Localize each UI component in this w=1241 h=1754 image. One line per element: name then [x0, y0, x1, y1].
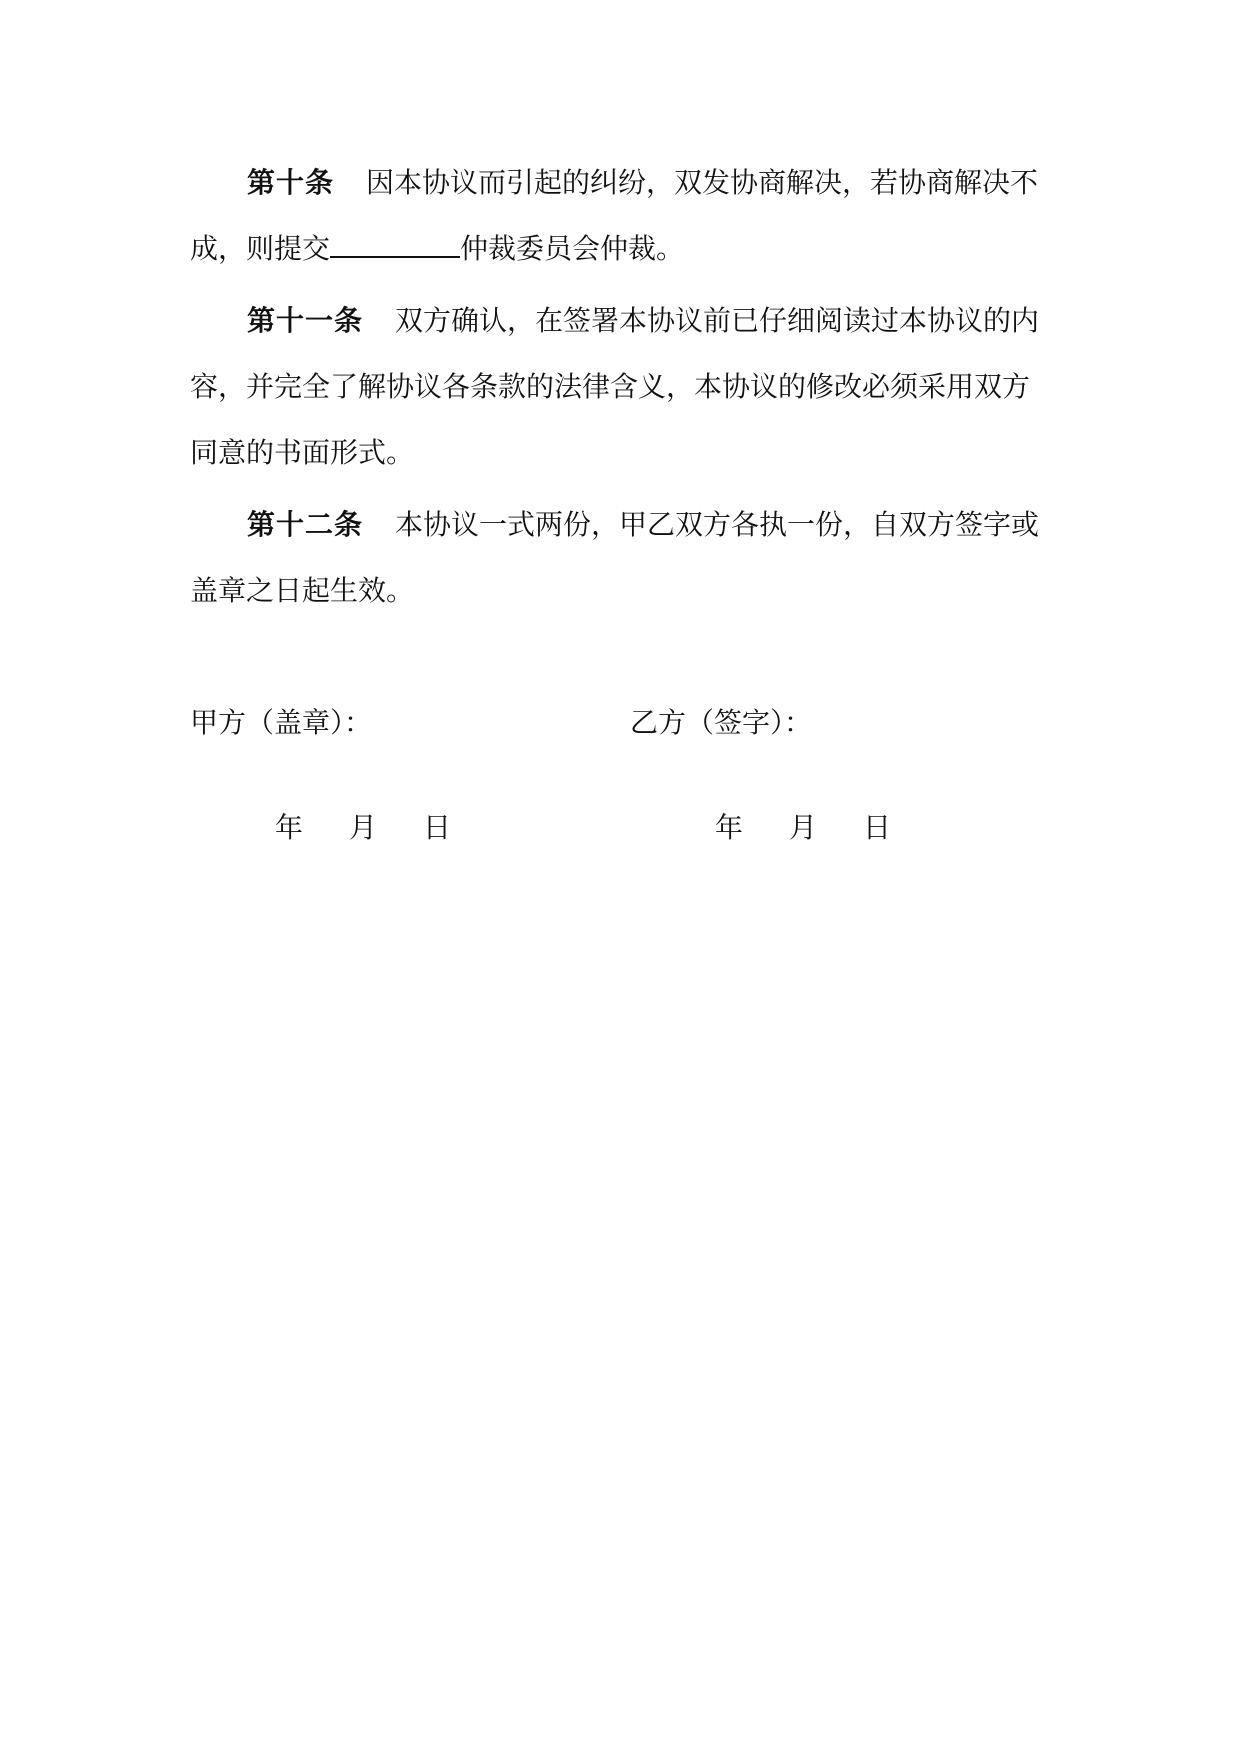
article-11-line-1 — [190, 288, 1058, 354]
article-11-line-2: 容，并完全了解协议各条款的法律含义，本协议的修改必须采用双方 — [190, 370, 1031, 403]
party-a-month-label: 月 — [349, 811, 378, 844]
party-a-day-label: 日 — [423, 811, 452, 844]
party-b-signature-label: 乙方（签字）： — [630, 706, 813, 739]
party-a-signature-label: 甲方（盖章）： — [190, 706, 373, 739]
article-10-line-2 — [190, 216, 1058, 282]
signature-block — [190, 690, 1058, 870]
article-12-text-1: 本协议一式两份，甲乙双方各执一份，自双方签字或 — [395, 508, 1040, 541]
article-11-line-3: 同意的书面形式。 — [190, 436, 415, 469]
agreement-body — [190, 150, 1058, 630]
party-a-date — [275, 795, 451, 861]
article-10 — [190, 150, 1058, 282]
party-b-day-label: 日 — [863, 811, 892, 844]
article-10-text-1: 因本协议而引起的纠纷，双发协商解决，若协商解决不 — [366, 166, 1039, 199]
article-11 — [190, 288, 1058, 486]
article-10-line-1 — [190, 150, 1058, 216]
article-12-line-1 — [190, 492, 1058, 558]
article-11-number: 第十一条 — [247, 304, 364, 337]
article-12-line-2: 盖章之日起生效。 — [190, 574, 415, 607]
article-12 — [190, 492, 1058, 624]
article-12-number: 第十二条 — [247, 508, 364, 541]
article-11-text-1: 双方确认，在签署本协议前已仔细阅读过本协议的内 — [395, 304, 1040, 337]
article-10-number: 第十条 — [247, 166, 335, 199]
party-b-month-label: 月 — [789, 811, 818, 844]
arbitration-blank — [330, 232, 460, 258]
party-b-date — [715, 795, 891, 861]
party-b-year-label: 年 — [715, 811, 744, 844]
article-10-text-2a: 成，则提交 — [190, 232, 331, 265]
party-a-year-label: 年 — [275, 811, 304, 844]
article-10-text-2b: 仲裁委员会仲裁。 — [460, 232, 685, 265]
